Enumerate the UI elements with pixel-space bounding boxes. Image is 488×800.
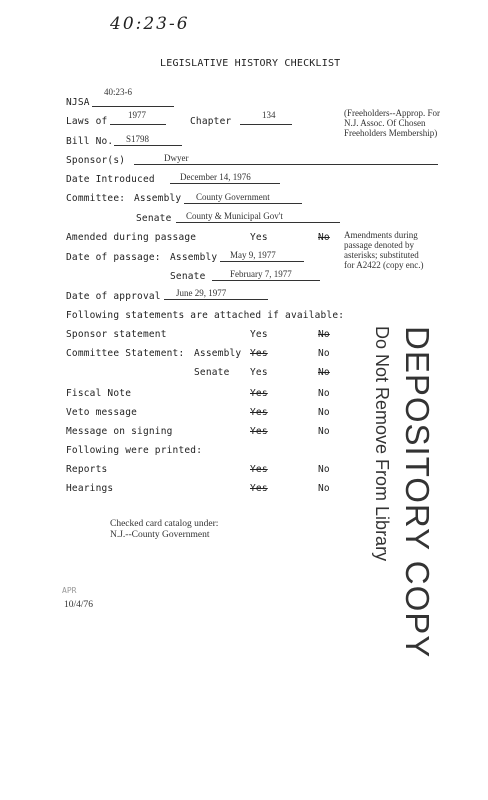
bill-no-label: Bill No. xyxy=(66,136,114,147)
veto-message-label: Veto message xyxy=(66,407,138,418)
hearings-yes-struck: Yes xyxy=(250,483,268,494)
njsa-label: NJSA xyxy=(66,97,90,108)
committee-statement-assembly-no: No xyxy=(318,348,330,359)
side-note-line: passage denoted by xyxy=(344,240,414,250)
hearings-label: Hearings xyxy=(66,483,114,494)
hearings-no: No xyxy=(318,483,330,494)
laws-of-value: 1977 xyxy=(128,110,146,120)
laws-of-label: Laws of xyxy=(66,116,108,127)
njsa-value: 40:23-6 xyxy=(104,87,132,97)
catalog-note xyxy=(110,519,218,541)
date-of-approval-label: Date of approval xyxy=(66,291,161,302)
date-introduced-value: December 14, 1976 xyxy=(180,172,251,182)
fiscal-note-label: Fiscal Note xyxy=(66,388,132,399)
committee-senate-label: Senate xyxy=(136,213,172,224)
reports-no: No xyxy=(318,464,330,475)
printed-heading: Following were printed: xyxy=(66,445,203,456)
date-introduced-underline xyxy=(170,183,280,184)
side-note-line: (Freeholders--Approp. For xyxy=(344,108,440,118)
passage-assembly-underline xyxy=(220,261,304,262)
committee-assembly-label: Assembly xyxy=(134,193,182,204)
committee-assembly-underline xyxy=(184,203,302,204)
amended-yes: Yes xyxy=(250,232,268,243)
attached-heading: Following statements are attached if available: xyxy=(66,310,345,321)
date-of-approval-value: June 29, 1977 xyxy=(176,288,227,298)
committee-statement-senate-label: Senate xyxy=(194,367,230,378)
sponsor-value: Dwyer xyxy=(164,153,189,163)
passage-senate-label: Senate xyxy=(170,271,206,282)
sponsor-statement-yes: Yes xyxy=(250,329,268,340)
depository-copy-stamp: DEPOSITORY COPY xyxy=(399,326,436,659)
passage-senate-underline xyxy=(212,280,320,281)
do-not-remove-stamp: Do Not Remove From Library xyxy=(372,326,392,562)
side-note-line: N.J. Assoc. Of Chosen xyxy=(344,118,426,128)
sponsor-statement-label: Sponsor statement xyxy=(66,329,167,340)
committee-label: Committee: xyxy=(66,193,126,204)
amended-no-struck: No xyxy=(318,232,330,243)
message-on-signing-yes-struck: Yes xyxy=(250,426,268,437)
sponsor-label: Sponsor(s) xyxy=(66,155,126,166)
reports-yes-struck: Yes xyxy=(250,464,268,475)
bill-no-underline xyxy=(114,145,182,146)
bill-no-value: S1798 xyxy=(126,134,150,144)
date-of-approval-underline xyxy=(164,299,268,300)
committee-statement-assembly-label: Assembly xyxy=(194,348,242,359)
side-note-line: Amendments during xyxy=(344,230,418,240)
reports-label: Reports xyxy=(66,464,108,475)
catalog-note-line: Checked card catalog under: xyxy=(110,519,219,529)
committee-statement-assembly-yes-struck: Yes xyxy=(250,348,268,359)
side-note-line: asterisks; substituted xyxy=(344,250,419,260)
chapter-value: 134 xyxy=(262,110,276,120)
message-on-signing-no: No xyxy=(318,426,330,437)
passage-assembly-label: Assembly xyxy=(170,252,218,263)
sponsor-statement-no-struck: No xyxy=(318,329,330,340)
passage-senate-value: February 7, 1977 xyxy=(230,269,292,279)
committee-statement-senate-no-struck: No xyxy=(318,367,330,378)
chapter-underline xyxy=(240,124,292,125)
faint-received-stamp: APR xyxy=(62,586,77,595)
catalog-note-line: N.J.--County Government xyxy=(110,530,210,540)
side-note-freeholders xyxy=(344,108,440,138)
side-note-line: Freeholders Membership) xyxy=(344,128,438,138)
fiscal-note-yes-struck: Yes xyxy=(250,388,268,399)
veto-message-no: No xyxy=(318,407,330,418)
sponsor-underline xyxy=(134,164,438,165)
committee-senate-underline xyxy=(176,222,340,223)
committee-statement-label: Committee Statement: xyxy=(66,348,185,359)
fiscal-note-no: No xyxy=(318,388,330,399)
date-introduced-label: Date Introduced xyxy=(66,174,155,185)
handwritten-statute-number: 40:23-6 xyxy=(110,14,190,34)
side-note-line: for A2422 (copy enc.) xyxy=(344,260,424,270)
page-title: LEGISLATIVE HISTORY CHECKLIST xyxy=(160,58,341,69)
committee-statement-senate-yes: Yes xyxy=(250,367,268,378)
footer-date: 10/4/76 xyxy=(64,600,94,610)
laws-of-underline xyxy=(110,124,166,125)
committee-assembly-value: County Government xyxy=(196,192,270,202)
date-of-passage-label: Date of passage: xyxy=(66,252,161,263)
passage-assembly-value: May 9, 1977 xyxy=(230,250,276,260)
njsa-underline xyxy=(92,106,174,107)
veto-message-yes-struck: Yes xyxy=(250,407,268,418)
chapter-label: Chapter xyxy=(190,116,232,127)
amended-label: Amended during passage xyxy=(66,232,197,243)
side-note-amendments xyxy=(344,230,423,270)
committee-senate-value: County & Municipal Gov't xyxy=(186,211,283,221)
message-on-signing-label: Message on signing xyxy=(66,426,173,437)
